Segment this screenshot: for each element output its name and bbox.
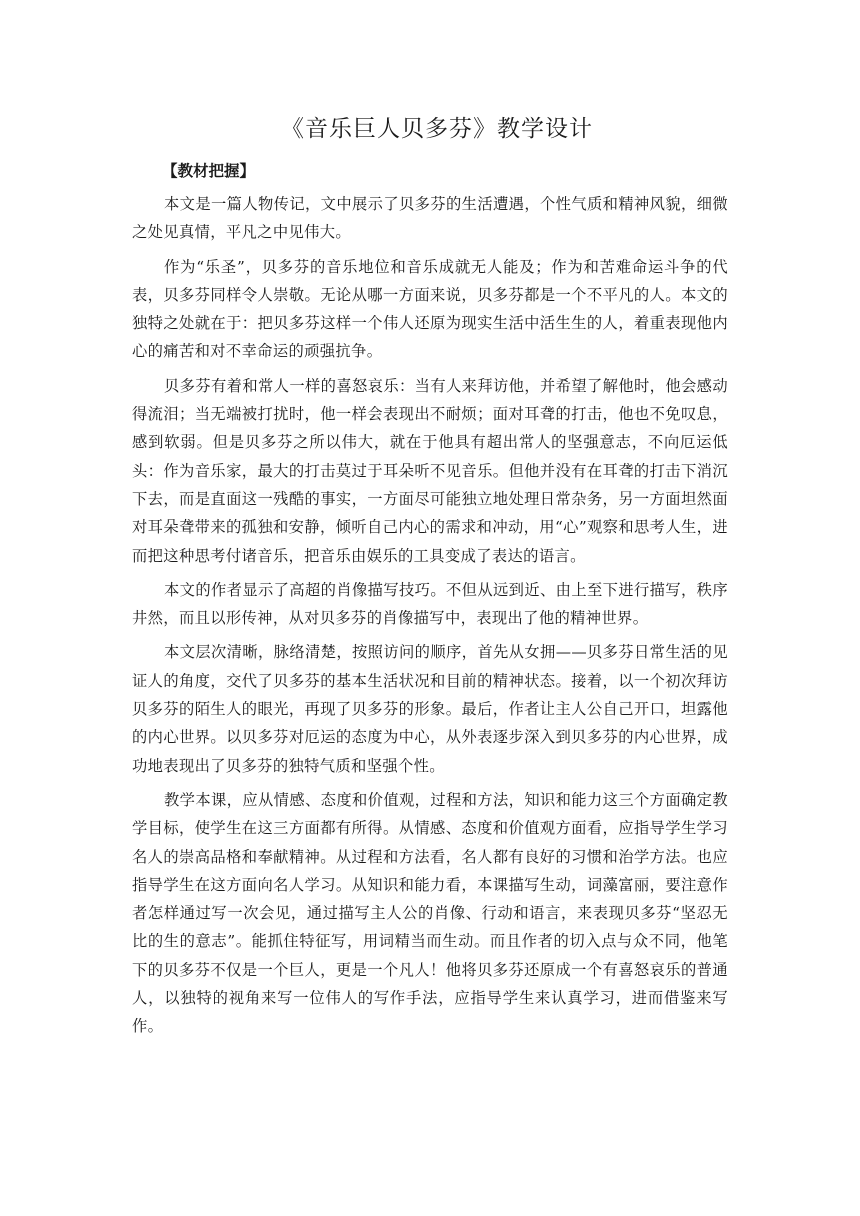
paragraph-4: 本文的作者显示了高超的肖像描写技巧。不但从远到近、由上至下进行描写，秩序井然，而且以形传神，从对贝多芬的肖像描写中，表现出了他的精神世界。 xyxy=(132,580,728,628)
section-heading: 【教材把握】 xyxy=(162,162,256,180)
paragraph-1: 本文是一篇人物传记，文中展示了贝多芬的生活遭遇，个性气质和精神风貌，细微之处见真情，平凡之中见伟大。 xyxy=(132,195,728,242)
paragraph-2: 作为“乐圣”，贝多芬的音乐地位和音乐成就无人能及；作为和苦难命运斗争的代表，贝多芬同样令人崇敬。无论从哪一方面来说，贝多芬都是一个不平凡的人。本文的独特之处就在于：把贝多芬这样一个伟人还原为现实生活中活生生的人，着重表现他内心的痛苦和对不幸命运的顽强抗争。 xyxy=(132,257,728,361)
document-page xyxy=(132,112,728,1047)
document-title: 《音乐巨人贝多芬》教学设计 xyxy=(281,116,593,142)
paragraph-3: 贝多芬有着和常人一样的喜怒哀乐：当有人来拜访他，并希望了解他时，他会感动得流泪；当无端被打扰时，他一样会表现出不耐烦；面对耳聋的打击，他也不免叹息，感到软弱。但是贝多芬之所以伟大，就在于他具有超出常人的坚强意志，不向厄运低头：作为音乐家，最大的打击莫过于耳朵听不见音乐。但他并没有在耳聋的打击下消沉下去，而是直面这一残酷的事实，一方面尽可能独立地处理日常杂务，另一方面坦然面对耳朵聋带来的孤独和安静，倾听自己内心的需求和冲动，用“心”观察和思考人生，进而把这种思考付诸音乐，把音乐由娱乐的工具变成了表达的语言。 xyxy=(132,376,728,565)
paragraph-5: 本文层次清晰，脉络清楚，按照访问的顺序，首先从女拥——贝多芬日常生活的见证人的角度，交代了贝多芬的基本生活状况和目前的精神状态。接着，以一个初次拜访贝多芬的陌生人的眼光，再现了贝多芬的形象。最后，作者让主人公自己开口，坦露他的内心世界。以贝多芬对厄运的态度为中心，从外表逐步深入到贝多芬的内心世界，成功地表现出了贝多芬的独特气质和坚强个性。 xyxy=(132,643,728,775)
paragraph-6: 教学本课，应从情感、态度和价值观，过程和方法，知识和能力这三个方面确定教学目标，使学生在这三方面都有所得。从情感、态度和价值观方面看，应指导学生学习名人的崇高品格和奉献精神。从过程和方法看，名人都有良好的习惯和治学方法。也应指导学生在这方面向名人学习。从知识和能力看，本课描写生动，词藻富丽，要注意作者怎样通过写一次会见，通过描写主人公的肖像、行动和语言，来表现贝多芬“坚忍无比的生的意志”。能抓住特征写，用词精当而生动。而且作者的切入点与众不同，他笔下的贝多芬不仅是一个巨人，更是一个凡人！他将贝多芬还原成一个有喜怒哀乐的普通人，以独特的视角来写一位伟人的写作手法，应指导学生来认真学习，进而借鉴来写作。 xyxy=(132,790,728,1036)
